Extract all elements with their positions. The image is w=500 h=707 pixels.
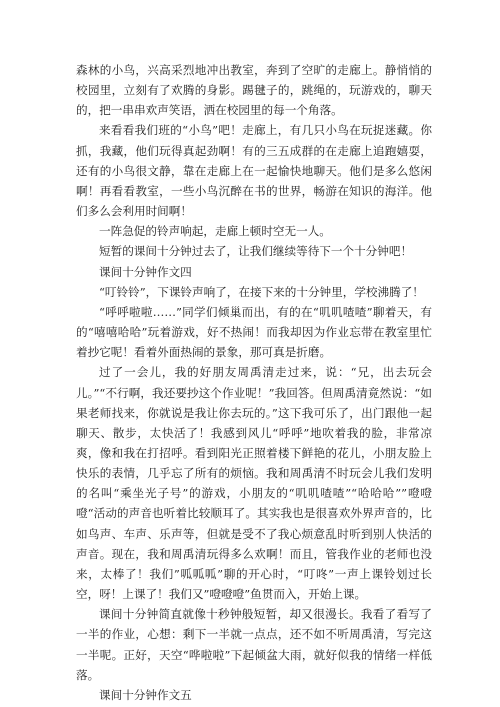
paragraph: “呼呼啦啦……”同学们倾巢而出，有的在“叽叽喳喳”聊着天，有的“嘻嘻哈哈”玩着游戏，好不热闹！而我却因为作业忘带在教室里忙着抄它呢！看着外面热闹的景象，那可真是折磨。 bbox=[76, 304, 432, 360]
paragraph: 森林的小鸟，兴高采烈地冲出教室，奔到了空旷的走廊上。静悄悄的校园里，立刻有了欢腾的身影。踢毽子的，跳绳的，玩游戏的，聊天的，把一串串欢声笑语，洒在校园里的每一个角落。 bbox=[76, 63, 432, 118]
paragraph: “叮铃铃”，下课铃声响了，在接下来的十分钟里，学校沸腾了！ bbox=[99, 284, 424, 299]
document-body bbox=[76, 60, 432, 705]
paragraph: 一阵急促的铃声响起，走廊上顿时空无一人。 bbox=[99, 224, 331, 239]
paragraph: 过了一会儿，我的好朋友周禹清走过来，说：“兄，出去玩会儿。”“不行啊，我还要抄这个作业呢！”我回答。但周禹清竟然说：“如果老师找来，你就说是我让你去玩的。”这下我可乐了，出门跟他一起聊天、散步，太快活了！我感到风儿“呼呼”地吹着我的脸，非常凉爽，像和我在打招呼。看到阳光正照着楼下鲜艳的花儿，小朋友脸上快乐的表情，几乎忘了所有的烦恼。我和周禹清不时玩会儿我们发明的名叫“乘坐光子号”的游戏，小朋友的“叽叽喳喳”“哈哈哈””噔噔噔“活动的声音也听着比较顺耳了。其实我也是很喜欢外界声音的，比如鸟声、车声、乐声等，但就是受不了我心烦意乱时听到别人快活的声音。现在，我和周禹清玩得多么欢啊！而且，管我作业的老师也没来，太棒了！我们”呱呱呱”聊的开心时，“叮咚”一声上课铃划过长空，呀！上课了！我们又”噔噔噔”鱼贯而入，开始上课。 bbox=[76, 365, 432, 602]
paragraph: 来看看我们班的“小鸟”吧！走廊上，有几只小鸟在玩捉迷藏。你抓，我藏，他们玩得真起劲啊！有的三五成群的在走廊上追跑嬉耍，还有的小鸟很文静，靠在走廊上在一起愉快地聊天。他们是多么悠闲啊！再看看教室，一些小鸟沉醉在书的世界，畅游在知识的海洋。他们多么会利用时间啊！ bbox=[76, 123, 432, 219]
paragraph: 课间十分钟简直就像十秒钟般短暂，却又很漫长。我看了看写了一半的作业，心想：剩下一半就一点点，还不如不听周禹清，写完这一半呢。正好，天空“哗啦啦”下起倾盆大雨，就好似我的情绪一样低落。 bbox=[76, 607, 432, 682]
section-heading: 课间十分钟作文四 bbox=[99, 264, 192, 279]
paragraph: 短暂的课间十分钟过去了，让我们继续等待下一个十分钟吧！ bbox=[99, 244, 413, 259]
section-heading: 课间十分钟作文五 bbox=[99, 687, 192, 702]
